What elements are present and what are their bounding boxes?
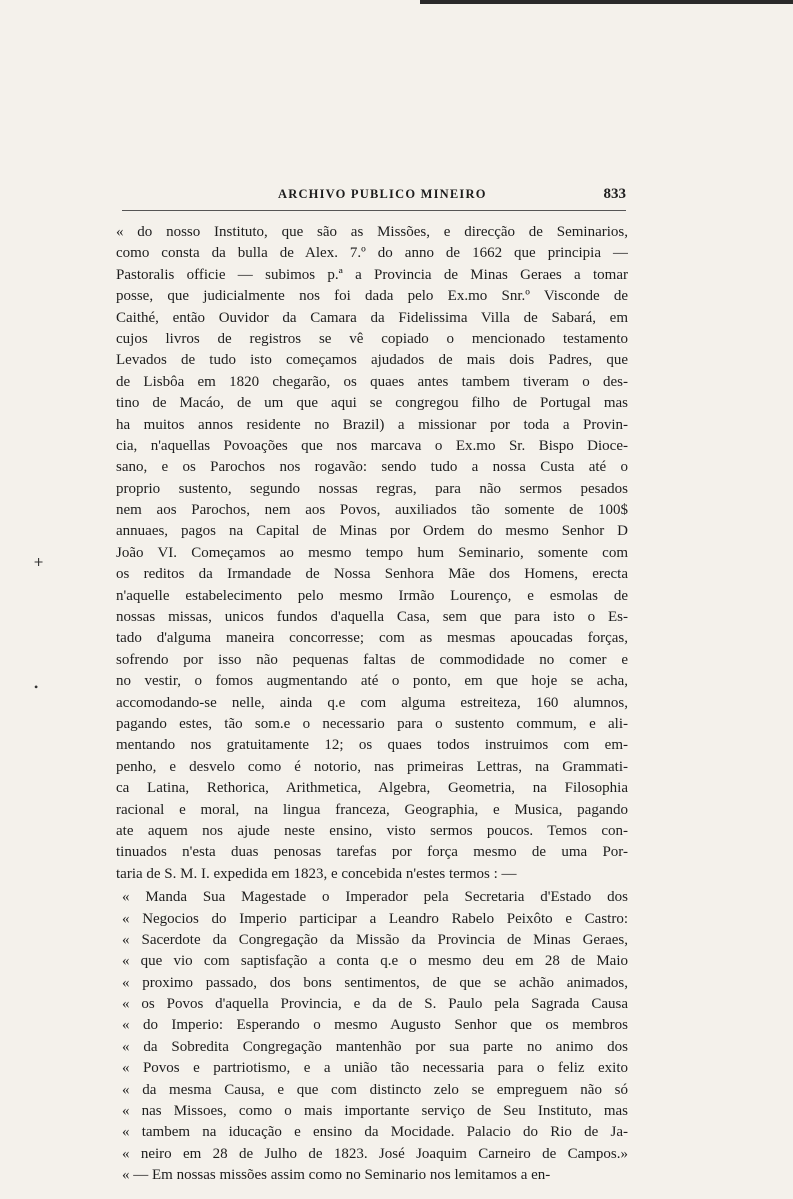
text-line: taria de S. M. I. expedida em 1823, e concebida n'estes termos : — xyxy=(116,865,517,882)
running-title: ARCHIVO PUBLICO MINEIRO xyxy=(278,187,487,201)
text-line: posse, que judicialmente nos foi dada pelo Ex.mo Snr.º Visconde de xyxy=(116,288,628,305)
page-number: 833 xyxy=(603,186,626,202)
text-line: « os Povos d'aquella Provincia, e da de S. Paulo pela Sagrada Causa xyxy=(122,996,628,1013)
text-line: como consta da bulla de Alex. 7.º do anno de 1662 que principia — xyxy=(116,245,628,262)
text-line: Levados de tudo isto começamos ajudados de mais dois Padres, que xyxy=(116,352,628,369)
text-line: João VI. Começamos ao mesmo tempo hum Seminario, somente com xyxy=(116,544,628,561)
text-line: Caithé, então Ouvidor da Camara da Fidelissima Villa de Sabará, em xyxy=(116,309,628,326)
text-line: de Lisbôa em 1820 chegarão, os quaes antes tambem tiveram o des- xyxy=(116,373,628,390)
top-edge-rule xyxy=(420,0,793,4)
text-line: « da Sobredita Congregação mantenhão por sua parte no animo dos xyxy=(122,1038,628,1055)
text-line: annuaes, pagos na Capital de Minas por Ordem do mesmo Senhor D xyxy=(116,523,628,540)
text-line: « tambem na iducação e ensino da Mocidade. Palacio do Rio de Ja- xyxy=(122,1124,628,1141)
text-line: « do nosso Instituto, que são as Missões, e direcção de Seminarios, xyxy=(116,224,628,240)
text-line: n'aquelle estabelecimento pelo mesmo Irmão Lourenço, e esmolas de xyxy=(116,587,628,604)
text-line: « do Imperio: Esperando o mesmo Augusto Senhor que os membros xyxy=(122,1017,628,1034)
text-line: « nas Missoes, como o mais importante serviço de Seu Instituto, mas xyxy=(122,1103,628,1120)
text-line: pagando estes, tão som.e o necessario para o sustento commum, e ali- xyxy=(116,715,628,732)
decree-quotation xyxy=(116,887,628,1186)
text-line: « — Em nossas missões assim como no Seminario nos lemitamos a en- xyxy=(122,1167,551,1184)
text-line: sano, e os Parochos nos rogavão: sendo tudo a nossa Custa até o xyxy=(116,459,628,476)
text-line: nossas missas, unicos fundos d'aquella Casa, sem que para isto o Es- xyxy=(116,609,628,626)
text-line: no vestir, o fomos augmentando até o ponto, em que hoje se acha, xyxy=(116,673,628,690)
text-line: cia, n'aquellas Povoações que nos marcava o Ex.mo Sr. Bispo Dioce- xyxy=(116,437,628,454)
text-line: penho, e desvelo como é notorio, nas primeiras Lettras, na Grammati- xyxy=(116,758,628,775)
main-paragraph xyxy=(116,222,628,885)
text-line: « neiro em 28 de Julho de 1823. José Joaquim Carneiro de Campos.» xyxy=(122,1145,628,1162)
text-line: Pastoralis officie — subimos p.ª a Provincia de Minas Geraes a tomar xyxy=(116,266,628,283)
margin-mark: 🞤 xyxy=(34,555,44,569)
text-line: tino de Macáo, de um que aqui se congregou filho de Portugal mas xyxy=(116,395,628,412)
text-line: racional e moral, na lingua franceza, Geographia, e Musica, pagando xyxy=(116,801,628,818)
text-line: sofrendo por isso não pequenas faltas de commodidade no comer e xyxy=(116,651,628,668)
text-line: « Negocios do Imperio participar a Leandro Rabelo Peixôto e Castro: xyxy=(122,910,628,927)
body-text xyxy=(116,222,628,1187)
text-line: ca Latina, Rethorica, Arithmetica, Algebra, Geometria, na Filosophia xyxy=(116,780,628,797)
text-line: cujos livros de registros se vê copiado o mencionado testamento xyxy=(116,330,628,347)
text-line: mentando nos gratuitamente 12; os quaes todos instruimos com em- xyxy=(116,737,628,754)
text-line: « da mesma Causa, e que com distincto zelo se empreguem não só xyxy=(122,1081,628,1098)
header-rule xyxy=(122,210,626,211)
text-line: « Sacerdote da Congregação da Missão da Provincia de Minas Geraes, xyxy=(122,931,628,948)
page-header xyxy=(118,187,626,207)
text-line: tado d'alguma maneira concorresse; com as mesmas apoucadas forças, xyxy=(116,630,628,647)
text-line: ate aquem nos ajude neste ensino, visto sermos poucos. Temos con- xyxy=(116,822,628,839)
text-line: os reditos da Irmandade de Nossa Senhora Mãe dos Homens, erecta xyxy=(116,566,628,583)
text-line: nem aos Parochos, nem aos Povos, auxiliados tão somente de 100$ xyxy=(116,502,628,519)
margin-dot: • xyxy=(34,680,39,694)
text-line: « proximo passado, dos bons sentimentos, de que se achão animados, xyxy=(122,974,628,991)
text-line: ha muitos annos residente no Brazil) a missionar por toda a Provin- xyxy=(116,416,628,433)
text-line: « que vio com saptisfação a conta q.e o mesmo deu em 28 de Maio xyxy=(122,953,628,970)
text-line: « Manda Sua Magestade o Imperador pela Secretaria d'Estado dos xyxy=(122,889,628,906)
text-line: tinuados n'esta duas penosas tarefas por força mesmo de uma Por- xyxy=(116,844,628,861)
text-line: accomodando-se nelle, ainda q.e com alguma estreiteza, 160 alumnos, xyxy=(116,694,628,711)
text-line: « Povos e partriotismo, e a união tão necessaria para o feliz exito xyxy=(122,1060,628,1077)
text-line: proprio sustento, segundo nossas regras, para não sermos pesados xyxy=(116,480,628,497)
